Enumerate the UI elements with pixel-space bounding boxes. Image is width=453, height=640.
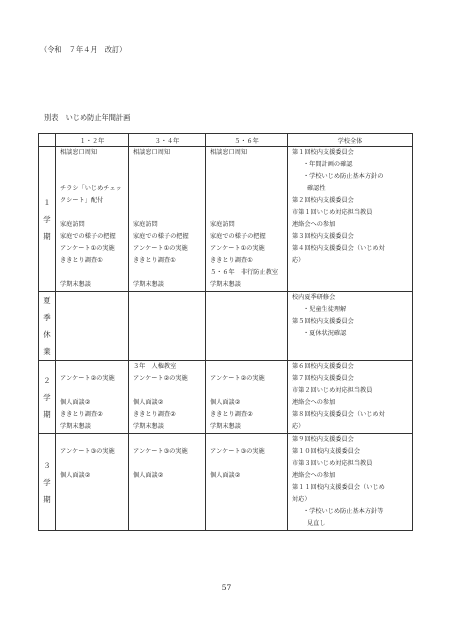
cell-line: 連絡会への参加 (292, 399, 336, 406)
grades-1-2-cell (56, 292, 129, 361)
annual-plan-table (38, 133, 413, 531)
grades-5-6-cell (206, 361, 288, 434)
header-term (39, 134, 56, 147)
page-number: 57 (221, 583, 232, 592)
table-row-term-1 (39, 147, 413, 292)
cell-line: 連絡会への参加 (292, 472, 336, 479)
cell-line (206, 316, 287, 328)
table-caption: 別表 いじめ防止年間計画 (44, 113, 131, 122)
cell-line: ・学校いじめ防止基本方針の (303, 173, 384, 180)
cell-line: ・夏休状況確認 (303, 330, 347, 337)
cell-line (129, 195, 205, 207)
cell-line: 個人面談② (60, 399, 91, 406)
cell-line: 第８回校内支援委員会（いじめ対 (292, 411, 385, 418)
cell-line: ３年 人権教室 (133, 363, 177, 370)
cell-line (56, 159, 128, 171)
cell-line: アンケート①の実施 (133, 245, 188, 252)
cell-line: 家庭訪問 (210, 221, 235, 228)
cell-line (129, 267, 205, 279)
cell-line: 学期末懇談 (133, 423, 164, 430)
cell-line (129, 482, 205, 494)
whole-school-cell (288, 292, 413, 361)
cell-line (129, 159, 205, 171)
cell-line (129, 328, 205, 340)
grades-3-4-cell (129, 361, 206, 434)
cell-line: ききとり調査① (210, 257, 253, 264)
cell-line (206, 434, 287, 446)
cell-line (129, 292, 205, 304)
cell-line (206, 207, 287, 219)
grades-1-2-cell (56, 147, 129, 292)
cell-line: 家庭での様子の把握 (210, 233, 266, 240)
cell-line (56, 494, 128, 506)
cell-line (129, 494, 205, 506)
whole-school-cell (288, 361, 413, 434)
cell-line: 学期末懇談 (60, 281, 91, 288)
term-label-char: 期 (43, 409, 51, 419)
cell-line: アンケート③の実施 (60, 448, 115, 455)
grades-5-6-cell (206, 434, 288, 531)
cell-line (206, 171, 287, 183)
cell-line: ・児童生徒理解 (303, 306, 347, 313)
cell-line: 相談窓口周知 (210, 149, 248, 156)
cell-line: 校内夏季研修会 (292, 294, 336, 301)
cell-line (56, 385, 128, 397)
cell-line: 個人面談② (60, 472, 91, 479)
cell-line: 第１１回校内支援委員会（いじめ (292, 484, 385, 491)
cell-line: 市第１回いじめ対応担当教員 (292, 209, 373, 216)
cell-line (129, 434, 205, 446)
term-label-char: ３ (43, 460, 51, 470)
grades-5-6-cell (206, 292, 288, 361)
term-label-char: 期 (43, 231, 51, 241)
cell-line: 家庭訪問 (133, 221, 158, 228)
cell-line: アンケート③の実施 (133, 448, 188, 455)
cell-line (56, 328, 128, 340)
cell-line (56, 171, 128, 183)
grades-1-2-cell (56, 361, 129, 434)
cell-line (206, 195, 287, 207)
cell-line: 市第２回いじめ対応担当教員 (292, 387, 373, 394)
cell-line: ききとり調査① (133, 257, 176, 264)
cell-line (206, 518, 287, 530)
cell-line: アンケート③の実施 (210, 448, 265, 455)
cell-line (206, 183, 287, 195)
cell-line (56, 267, 128, 279)
term-label-char: １ (43, 197, 51, 207)
cell-line: アンケート①の実施 (60, 245, 115, 252)
cell-line: 相談窓口周知 (133, 149, 171, 156)
cell-line: 第７回校内支援委員会 (292, 375, 354, 382)
grades-3-4-cell (129, 147, 206, 292)
term-label-char: 夏 (43, 296, 51, 305)
cell-line: ききとり調査② (210, 411, 253, 418)
whole-school-cell (288, 434, 413, 531)
cell-line (56, 292, 128, 304)
cell-line: 個人面談② (133, 472, 164, 479)
cell-line (56, 304, 128, 316)
header-grades-1-2: １・２年 (56, 134, 129, 147)
term-label-char: 季 (43, 313, 51, 322)
cell-line (206, 304, 287, 316)
cell-line (206, 385, 287, 397)
cell-line (206, 292, 287, 304)
cell-line (206, 328, 287, 340)
cell-line: ききとり調査① (60, 257, 103, 264)
cell-line: 第４回校内支援委員会（いじめ対 (292, 245, 385, 252)
cell-line: 応） (292, 423, 305, 430)
cell-line (206, 458, 287, 470)
table-row-summer-break (39, 292, 413, 361)
cell-line: 家庭訪問 (60, 221, 85, 228)
cell-line: 第９回校内支援委員会 (292, 436, 354, 443)
term-label-char: 学 (43, 477, 51, 487)
cell-line: 見直し (307, 520, 326, 527)
cell-line (288, 279, 412, 291)
term-label-char: 期 (43, 494, 51, 504)
cell-line (129, 304, 205, 316)
cell-line (56, 482, 128, 494)
cell-line: アンケート②の実施 (210, 375, 265, 382)
term-label (39, 434, 56, 531)
cell-line: 確認性 (307, 185, 326, 192)
cell-line: アンケート②の実施 (133, 375, 188, 382)
cell-line (288, 267, 412, 279)
cell-line (129, 183, 205, 195)
cell-line (129, 518, 205, 530)
term-label-char: 休 (43, 330, 51, 339)
cell-line (129, 316, 205, 328)
cell-line (129, 207, 205, 219)
cell-line (206, 494, 287, 506)
cell-line: 連絡会への参加 (292, 221, 336, 228)
cell-line (56, 207, 128, 219)
cell-line: 個人面談② (133, 399, 164, 406)
cell-line: 第５回校内支援委員会 (292, 318, 354, 325)
cell-line (56, 458, 128, 470)
cell-line: ききとり調査② (133, 411, 176, 418)
cell-line: アンケート②の実施 (60, 375, 115, 382)
cell-line: 個人面談② (210, 399, 241, 406)
term-label-char: 学 (43, 214, 51, 224)
header-grades-3-4: ３・４年 (129, 134, 206, 147)
header-whole-school: 学校全体 (288, 134, 413, 147)
cell-line (129, 385, 205, 397)
cell-line: 学期末懇談 (60, 423, 91, 430)
cell-line: 市第３回いじめ対応担当教員 (292, 460, 373, 467)
cell-line (56, 316, 128, 328)
cell-line (129, 506, 205, 518)
term-label (39, 361, 56, 434)
cell-line: 学期末懇談 (210, 423, 241, 430)
term-label-char: 業 (43, 347, 51, 356)
cell-line: 対応） (292, 496, 311, 503)
cell-line: ・学校いじめ防止基本方針等 (303, 508, 384, 515)
cell-line: 第１０回校内支援委員会 (292, 448, 361, 455)
table-row-term-2 (39, 361, 413, 434)
cell-line (206, 361, 287, 373)
grades-1-2-cell (56, 434, 129, 531)
term-label (39, 147, 56, 292)
cell-line (206, 506, 287, 518)
cell-line: 家庭での様子の把握 (60, 233, 116, 240)
cell-line: ５・６年 非行防止教室 (210, 269, 279, 276)
header-grades-5-6: ５・６年 (206, 134, 288, 147)
cell-line: 家庭での様子の把握 (133, 233, 189, 240)
cell-line (56, 506, 128, 518)
cell-line: アンケート①の実施 (210, 245, 265, 252)
cell-line (56, 518, 128, 530)
whole-school-cell (288, 147, 413, 292)
revision-note: （令和 ７年４月 改訂） (40, 45, 127, 54)
cell-line: 第１回校内支援委員会 (292, 149, 354, 156)
cell-line (206, 159, 287, 171)
cell-line (129, 458, 205, 470)
cell-line: 第３回校内支援委員会 (292, 233, 354, 240)
cell-line: 第２回校内支援委員会 (292, 197, 354, 204)
cell-line: 学期末懇談 (210, 281, 241, 288)
cell-line: クシート」配付 (60, 197, 104, 204)
cell-line (56, 361, 128, 373)
term-label (39, 292, 56, 361)
cell-line (206, 482, 287, 494)
cell-line: 第６回校内支援委員会 (292, 363, 354, 370)
cell-line: ききとり調査② (60, 411, 103, 418)
cell-line: 学期末懇談 (133, 281, 164, 288)
grades-3-4-cell (129, 434, 206, 531)
cell-line (129, 171, 205, 183)
header-row (39, 134, 413, 147)
term-label-char: 学 (43, 392, 51, 402)
cell-line: チラシ「いじめチェッ (60, 185, 122, 192)
cell-line: ・年間計画の確認 (303, 161, 353, 168)
grades-5-6-cell (206, 147, 288, 292)
cell-line: 応） (292, 257, 305, 264)
cell-line: 相談窓口周知 (60, 149, 98, 156)
term-label-char: ２ (43, 375, 51, 385)
grades-3-4-cell (129, 292, 206, 361)
cell-line: 個人面談② (210, 472, 241, 479)
cell-line (56, 434, 128, 446)
table-row-term-3 (39, 434, 413, 531)
